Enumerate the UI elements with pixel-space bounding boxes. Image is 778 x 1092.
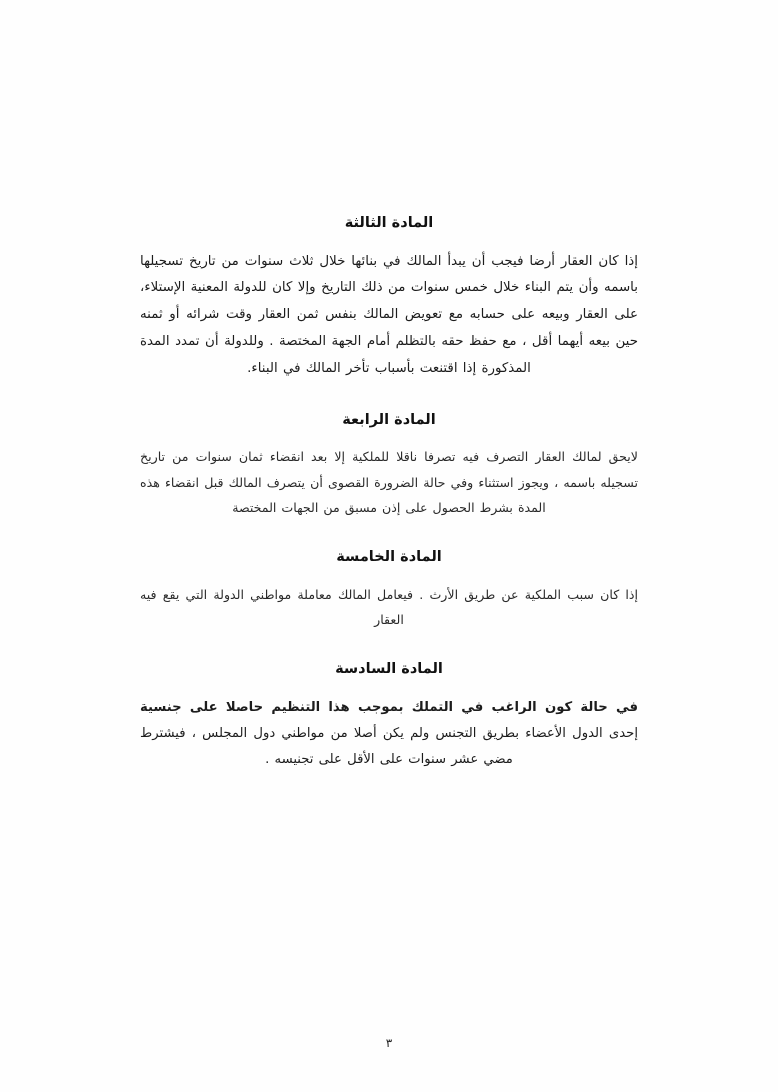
- article-section-third: [140, 212, 638, 383]
- article-body-fifth: إذا كان سبب الملكية عن طريق الأرث . فيعامل المالك معاملة مواطني الدولة التي يقع فيه العقار: [140, 586, 638, 627]
- article-body-fourth: لايحق لمالك العقار التصرف فيه تصرفا ناقلا للملكية إلا بعد انقضاء ثمان سنوات من تاريخ تسجيله باسمه ، ويجوز استثناء وفي حالة الضرورة القصوى أن يتصرف المالك قبل انقضاء هذه المدة بشرط الحصول على إذن مسبق من الجهات المختصة: [140, 449, 638, 515]
- article-section-fourth: [140, 409, 638, 520]
- document-body: [140, 200, 638, 796]
- article-body-third: إذا كان العقار أرضا فيجب أن يبدأ المالك في بنائها خلال ثلاث سنوات من تاريخ تسجيلها باسمه وأن يتم البناء خلال خمس سنوات من ذلك التاريخ وإلا كان للدولة المعنية الإستلاء، على العقار وبيعه على حسابه مع تعويض المالك بنفس ثمن العقار وقت شرائه أو ثمنه حين بيعه أيهما أقل ، مع حفظ حقه بالتظلم أمام الجهة المختصة . وللدولة أن تمدد المدة المذكورة إذا اقتنعت بأسباب تأخر المالك في البناء.: [140, 253, 638, 376]
- article-title-sixth: المادة السادسة: [335, 661, 443, 678]
- article-body-sixth: في حالة كون الراغب في التملك بموجب هذا التنظيم حاصلا على جنسية إحدى الدول الأعضاء بطريق التجنس ولم يكن أصلا من مواطني دول المجلس ، فيشترط مضي عشر سنوات على الأقل على تجنيسه .: [140, 699, 638, 768]
- article-section-sixth: [140, 658, 638, 774]
- article-title-fifth: المادة الخامسة: [336, 549, 442, 566]
- article-section-fifth: [140, 546, 638, 632]
- article-title-third: المادة الثالثة: [344, 215, 434, 232]
- page-number: ٣: [385, 1036, 393, 1050]
- article-title-fourth: المادة الرابعة: [342, 411, 436, 428]
